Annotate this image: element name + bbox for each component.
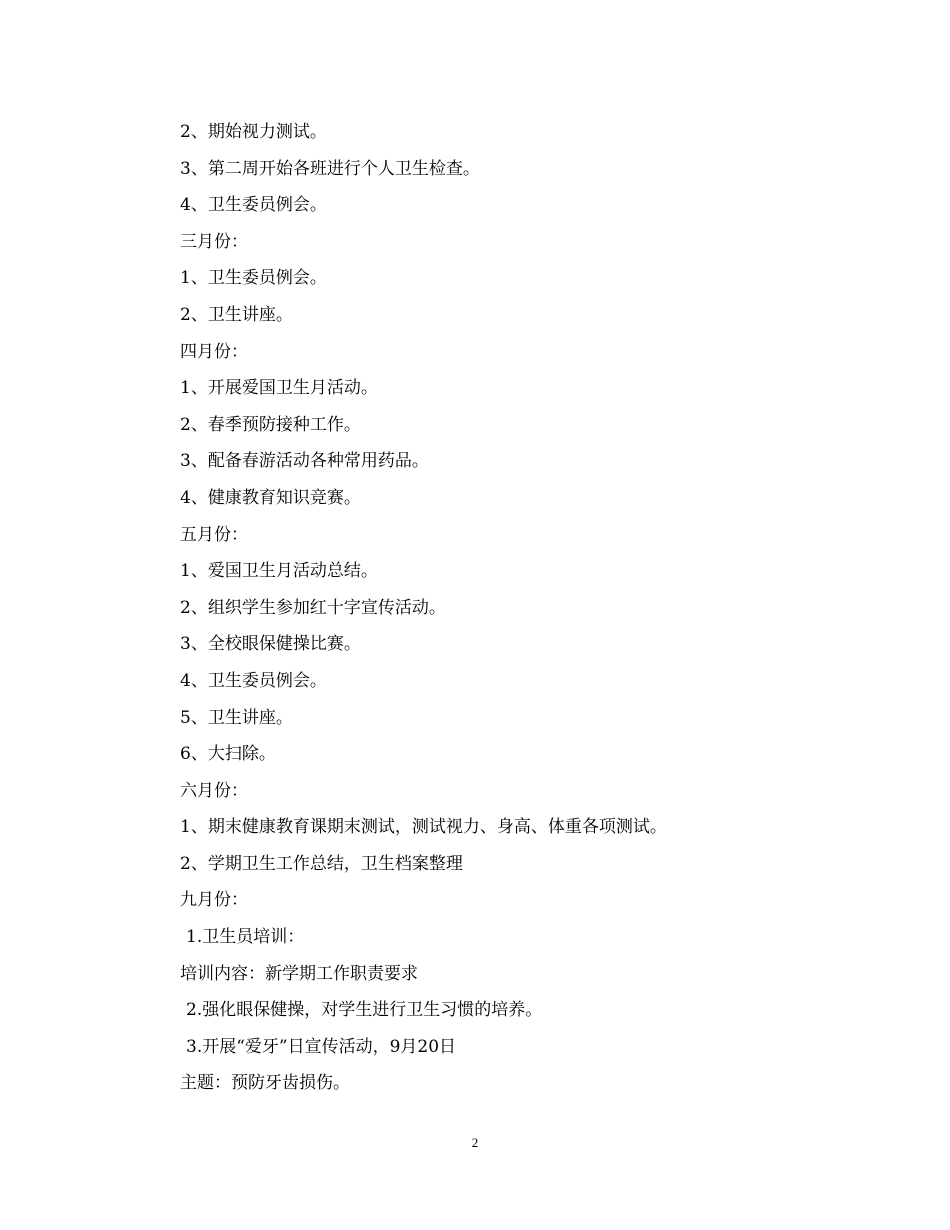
text-line: 4、卫生委员例会。: [180, 670, 327, 691]
text-line: 4、健康教育知识竞赛。: [180, 487, 361, 508]
text-line: 3.开展“爱牙”日宣传活动，9月20日: [186, 1036, 457, 1057]
section-heading: 六月份：: [180, 780, 248, 801]
text-line: 3、配备春游活动各种常用药品。: [180, 451, 429, 472]
text-line: 2、期始视力测试。: [180, 122, 327, 142]
section-heading: 四月份：: [180, 341, 248, 362]
page-number: 2: [471, 1135, 479, 1150]
text-line: 3、全校眼保健操比赛。: [180, 634, 361, 655]
text-line: 2、学期卫生工作总结，卫生档案整理: [180, 853, 463, 874]
text-line: 6、大扫除。: [180, 744, 276, 765]
section-heading: 三月份：: [180, 231, 248, 252]
text-line: 1、卫生委员例会。: [180, 268, 327, 289]
text-line: 1、爱国卫生月活动总结。: [180, 561, 378, 582]
text-line: 1.卫生员培训：: [186, 927, 305, 948]
text-line: 5、卫生讲座。: [180, 707, 293, 728]
text-line: 2、春季预防接种工作。: [180, 414, 361, 435]
text-line: 2、卫生讲座。: [180, 304, 293, 325]
section-heading: 九月份：: [180, 890, 248, 911]
section-heading: 五月份：: [180, 524, 248, 545]
text-line: 培训内容：新学期工作职责要求: [180, 963, 418, 984]
document-body: [180, 114, 800, 1102]
text-line: 主题：预防牙齿损伤。: [180, 1073, 350, 1094]
text-line: 4、卫生委员例会。: [180, 195, 327, 216]
text-line: 3、第二周开始各班进行个人卫生检查。: [180, 158, 480, 179]
text-line: 2.强化眼保健操，对学生进行卫生习惯的培养。: [186, 1000, 543, 1021]
text-line: 1、开展爱国卫生月活动。: [180, 378, 378, 399]
text-line: 2、组织学生参加红十字宣传活动。: [180, 597, 446, 618]
text-line: 1、期末健康教育课期末测试，测试视力、身高、体重各项测试。: [180, 817, 667, 838]
